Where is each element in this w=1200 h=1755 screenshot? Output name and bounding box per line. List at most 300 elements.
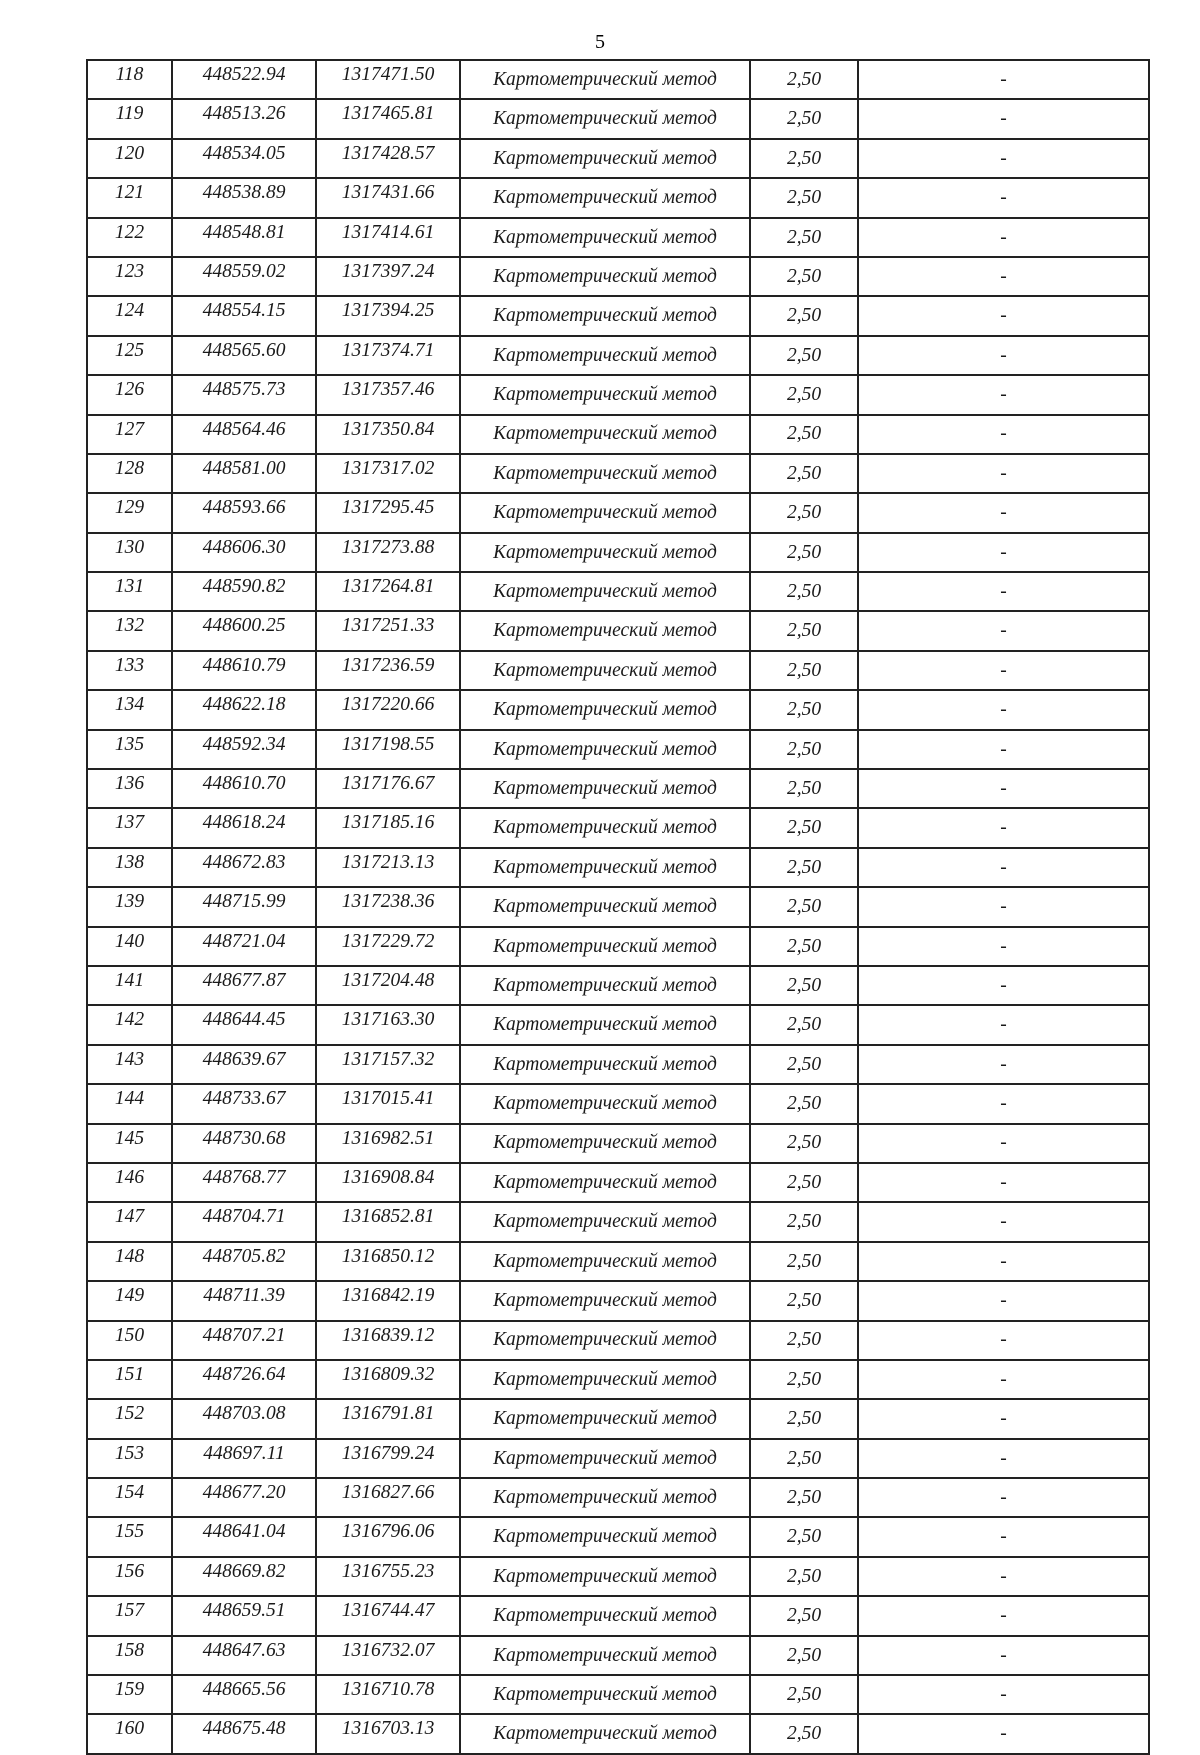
x-coordinate-cell: 448768.77: [172, 1163, 316, 1202]
point-number-cell: 128: [87, 454, 172, 493]
method-cell: Картометрический метод: [460, 1005, 750, 1044]
y-coordinate-cell: 1316732.07: [316, 1636, 460, 1675]
accuracy-cell: 2,50: [750, 611, 858, 650]
note-cell: -: [858, 1163, 1149, 1202]
point-number-cell: 118: [87, 60, 172, 99]
accuracy-cell: 2,50: [750, 415, 858, 454]
note-cell: -: [858, 415, 1149, 454]
y-coordinate-cell: 1316982.51: [316, 1124, 460, 1163]
note-cell: -: [858, 336, 1149, 375]
x-coordinate-cell: 448711.39: [172, 1281, 316, 1320]
table-row: [87, 690, 1149, 729]
note-cell: -: [858, 493, 1149, 532]
table-row: [87, 139, 1149, 178]
note-cell: -: [858, 99, 1149, 138]
note-cell: -: [858, 1399, 1149, 1438]
x-coordinate-cell: 448575.73: [172, 375, 316, 414]
method-cell: Картометрический метод: [460, 533, 750, 572]
y-coordinate-cell: 1316809.32: [316, 1360, 460, 1399]
accuracy-cell: 2,50: [750, 1596, 858, 1635]
x-coordinate-cell: 448704.71: [172, 1202, 316, 1241]
coordinates-table: [86, 59, 1150, 1755]
point-number-cell: 130: [87, 533, 172, 572]
x-coordinate-cell: 448726.64: [172, 1360, 316, 1399]
accuracy-cell: 2,50: [750, 99, 858, 138]
point-number-cell: 129: [87, 493, 172, 532]
method-cell: Картометрический метод: [460, 1281, 750, 1320]
accuracy-cell: 2,50: [750, 927, 858, 966]
table-row: [87, 887, 1149, 926]
x-coordinate-cell: 448705.82: [172, 1242, 316, 1281]
y-coordinate-cell: 1317198.55: [316, 730, 460, 769]
note-cell: -: [858, 848, 1149, 887]
y-coordinate-cell: 1317236.59: [316, 651, 460, 690]
table-row: [87, 454, 1149, 493]
method-cell: Картометрический метод: [460, 1242, 750, 1281]
note-cell: -: [858, 927, 1149, 966]
table-row: [87, 218, 1149, 257]
point-number-cell: 134: [87, 690, 172, 729]
note-cell: -: [858, 887, 1149, 926]
method-cell: Картометрический метод: [460, 966, 750, 1005]
y-coordinate-cell: 1316842.19: [316, 1281, 460, 1320]
point-number-cell: 154: [87, 1478, 172, 1517]
accuracy-cell: 2,50: [750, 1517, 858, 1556]
y-coordinate-cell: 1316850.12: [316, 1242, 460, 1281]
point-number-cell: 153: [87, 1439, 172, 1478]
method-cell: Картометрический метод: [460, 454, 750, 493]
method-cell: Картометрический метод: [460, 1596, 750, 1635]
coordinates-table-body: [87, 60, 1149, 1754]
y-coordinate-cell: 1317157.32: [316, 1045, 460, 1084]
y-coordinate-cell: 1316839.12: [316, 1321, 460, 1360]
x-coordinate-cell: 448581.00: [172, 454, 316, 493]
note-cell: -: [858, 1124, 1149, 1163]
x-coordinate-cell: 448730.68: [172, 1124, 316, 1163]
method-cell: Картометрический метод: [460, 257, 750, 296]
x-coordinate-cell: 448522.94: [172, 60, 316, 99]
accuracy-cell: 2,50: [750, 1675, 858, 1714]
y-coordinate-cell: 1317350.84: [316, 415, 460, 454]
x-coordinate-cell: 448565.60: [172, 336, 316, 375]
point-number-cell: 143: [87, 1045, 172, 1084]
y-coordinate-cell: 1317213.13: [316, 848, 460, 887]
x-coordinate-cell: 448644.45: [172, 1005, 316, 1044]
accuracy-cell: 2,50: [750, 1478, 858, 1517]
table-row: [87, 730, 1149, 769]
note-cell: -: [858, 60, 1149, 99]
note-cell: -: [858, 1202, 1149, 1241]
table-row: [87, 1360, 1149, 1399]
x-coordinate-cell: 448733.67: [172, 1084, 316, 1123]
accuracy-cell: 2,50: [750, 1124, 858, 1163]
method-cell: Картометрический метод: [460, 572, 750, 611]
point-number-cell: 158: [87, 1636, 172, 1675]
note-cell: -: [858, 1045, 1149, 1084]
point-number-cell: 151: [87, 1360, 172, 1399]
accuracy-cell: 2,50: [750, 454, 858, 493]
y-coordinate-cell: 1317394.25: [316, 296, 460, 335]
table-row: [87, 927, 1149, 966]
point-number-cell: 157: [87, 1596, 172, 1635]
x-coordinate-cell: 448618.24: [172, 808, 316, 847]
point-number-cell: 123: [87, 257, 172, 296]
point-number-cell: 155: [87, 1517, 172, 1556]
method-cell: Картометрический метод: [460, 690, 750, 729]
accuracy-cell: 2,50: [750, 257, 858, 296]
note-cell: -: [858, 257, 1149, 296]
method-cell: Картометрический метод: [460, 296, 750, 335]
table-row: [87, 1517, 1149, 1556]
point-number-cell: 141: [87, 966, 172, 1005]
x-coordinate-cell: 448610.79: [172, 651, 316, 690]
note-cell: -: [858, 1557, 1149, 1596]
accuracy-cell: 2,50: [750, 1360, 858, 1399]
table-row: [87, 257, 1149, 296]
note-cell: -: [858, 1714, 1149, 1753]
note-cell: -: [858, 1360, 1149, 1399]
y-coordinate-cell: 1317295.45: [316, 493, 460, 532]
note-cell: -: [858, 1596, 1149, 1635]
point-number-cell: 138: [87, 848, 172, 887]
point-number-cell: 127: [87, 415, 172, 454]
note-cell: -: [858, 1242, 1149, 1281]
y-coordinate-cell: 1317220.66: [316, 690, 460, 729]
x-coordinate-cell: 448677.87: [172, 966, 316, 1005]
note-cell: -: [858, 178, 1149, 217]
point-number-cell: 150: [87, 1321, 172, 1360]
method-cell: Картометрический метод: [460, 651, 750, 690]
x-coordinate-cell: 448669.82: [172, 1557, 316, 1596]
table-row: [87, 336, 1149, 375]
point-number-cell: 159: [87, 1675, 172, 1714]
table-row: [87, 1596, 1149, 1635]
accuracy-cell: 2,50: [750, 808, 858, 847]
y-coordinate-cell: 1317185.16: [316, 808, 460, 847]
note-cell: -: [858, 218, 1149, 257]
point-number-cell: 142: [87, 1005, 172, 1044]
point-number-cell: 122: [87, 218, 172, 257]
accuracy-cell: 2,50: [750, 769, 858, 808]
accuracy-cell: 2,50: [750, 375, 858, 414]
y-coordinate-cell: 1317238.36: [316, 887, 460, 926]
y-coordinate-cell: 1316703.13: [316, 1714, 460, 1753]
method-cell: Картометрический метод: [460, 730, 750, 769]
point-number-cell: 149: [87, 1281, 172, 1320]
table-row: [87, 848, 1149, 887]
accuracy-cell: 2,50: [750, 533, 858, 572]
accuracy-cell: 2,50: [750, 1242, 858, 1281]
x-coordinate-cell: 448707.21: [172, 1321, 316, 1360]
table-row: [87, 1714, 1149, 1753]
method-cell: Картометрический метод: [460, 1084, 750, 1123]
y-coordinate-cell: 1317251.33: [316, 611, 460, 650]
method-cell: Картометрический метод: [460, 1124, 750, 1163]
method-cell: Картометрический метод: [460, 1399, 750, 1438]
method-cell: Картометрический метод: [460, 808, 750, 847]
accuracy-cell: 2,50: [750, 1281, 858, 1320]
x-coordinate-cell: 448715.99: [172, 887, 316, 926]
accuracy-cell: 2,50: [750, 1202, 858, 1241]
note-cell: -: [858, 651, 1149, 690]
y-coordinate-cell: 1317374.71: [316, 336, 460, 375]
method-cell: Картометрический метод: [460, 1557, 750, 1596]
method-cell: Картометрический метод: [460, 1360, 750, 1399]
x-coordinate-cell: 448534.05: [172, 139, 316, 178]
x-coordinate-cell: 448610.70: [172, 769, 316, 808]
point-number-cell: 145: [87, 1124, 172, 1163]
note-cell: -: [858, 572, 1149, 611]
method-cell: Картометрический метод: [460, 1439, 750, 1478]
table-row: [87, 99, 1149, 138]
table-row: [87, 966, 1149, 1005]
point-number-cell: 137: [87, 808, 172, 847]
table-row: [87, 808, 1149, 847]
y-coordinate-cell: 1317163.30: [316, 1005, 460, 1044]
point-number-cell: 148: [87, 1242, 172, 1281]
accuracy-cell: 2,50: [750, 60, 858, 99]
accuracy-cell: 2,50: [750, 296, 858, 335]
note-cell: -: [858, 1281, 1149, 1320]
method-cell: Картометрический метод: [460, 1478, 750, 1517]
x-coordinate-cell: 448513.26: [172, 99, 316, 138]
note-cell: -: [858, 1321, 1149, 1360]
point-number-cell: 140: [87, 927, 172, 966]
y-coordinate-cell: 1317397.24: [316, 257, 460, 296]
table-row: [87, 1321, 1149, 1360]
note-cell: -: [858, 1517, 1149, 1556]
accuracy-cell: 2,50: [750, 178, 858, 217]
accuracy-cell: 2,50: [750, 1084, 858, 1123]
note-cell: -: [858, 730, 1149, 769]
table-row: [87, 415, 1149, 454]
y-coordinate-cell: 1317317.02: [316, 454, 460, 493]
y-coordinate-cell: 1316796.06: [316, 1517, 460, 1556]
point-number-cell: 139: [87, 887, 172, 926]
method-cell: Картометрический метод: [460, 1675, 750, 1714]
x-coordinate-cell: 448559.02: [172, 257, 316, 296]
note-cell: -: [858, 375, 1149, 414]
y-coordinate-cell: 1317273.88: [316, 533, 460, 572]
y-coordinate-cell: 1317357.46: [316, 375, 460, 414]
table-row: [87, 769, 1149, 808]
note-cell: -: [858, 808, 1149, 847]
method-cell: Картометрический метод: [460, 493, 750, 532]
y-coordinate-cell: 1317428.57: [316, 139, 460, 178]
x-coordinate-cell: 448554.15: [172, 296, 316, 335]
accuracy-cell: 2,50: [750, 218, 858, 257]
accuracy-cell: 2,50: [750, 1005, 858, 1044]
x-coordinate-cell: 448703.08: [172, 1399, 316, 1438]
method-cell: Картометрический метод: [460, 1636, 750, 1675]
accuracy-cell: 2,50: [750, 493, 858, 532]
table-row: [87, 1005, 1149, 1044]
accuracy-cell: 2,50: [750, 1557, 858, 1596]
method-cell: Картометрический метод: [460, 927, 750, 966]
y-coordinate-cell: 1317015.41: [316, 1084, 460, 1123]
y-coordinate-cell: 1316744.47: [316, 1596, 460, 1635]
y-coordinate-cell: 1317204.48: [316, 966, 460, 1005]
note-cell: -: [858, 533, 1149, 572]
method-cell: Картометрический метод: [460, 1321, 750, 1360]
y-coordinate-cell: 1317471.50: [316, 60, 460, 99]
point-number-cell: 135: [87, 730, 172, 769]
accuracy-cell: 2,50: [750, 1399, 858, 1438]
table-row: [87, 611, 1149, 650]
table-row: [87, 1675, 1149, 1714]
method-cell: Картометрический метод: [460, 218, 750, 257]
point-number-cell: 146: [87, 1163, 172, 1202]
x-coordinate-cell: 448659.51: [172, 1596, 316, 1635]
x-coordinate-cell: 448672.83: [172, 848, 316, 887]
accuracy-cell: 2,50: [750, 1714, 858, 1753]
x-coordinate-cell: 448675.48: [172, 1714, 316, 1753]
point-number-cell: 160: [87, 1714, 172, 1753]
method-cell: Картометрический метод: [460, 1163, 750, 1202]
accuracy-cell: 2,50: [750, 966, 858, 1005]
note-cell: -: [858, 1675, 1149, 1714]
page-number: 5: [595, 31, 605, 53]
method-cell: Картометрический метод: [460, 769, 750, 808]
y-coordinate-cell: 1317431.66: [316, 178, 460, 217]
y-coordinate-cell: 1317176.67: [316, 769, 460, 808]
table-row: [87, 1478, 1149, 1517]
method-cell: Картометрический метод: [460, 139, 750, 178]
point-number-cell: 120: [87, 139, 172, 178]
table-row: [87, 1557, 1149, 1596]
point-number-cell: 133: [87, 651, 172, 690]
y-coordinate-cell: 1316755.23: [316, 1557, 460, 1596]
table-row: [87, 375, 1149, 414]
note-cell: -: [858, 296, 1149, 335]
x-coordinate-cell: 448721.04: [172, 927, 316, 966]
table-row: [87, 1439, 1149, 1478]
point-number-cell: 125: [87, 336, 172, 375]
method-cell: Картометрический метод: [460, 178, 750, 217]
accuracy-cell: 2,50: [750, 651, 858, 690]
method-cell: Картометрический метод: [460, 848, 750, 887]
note-cell: -: [858, 1439, 1149, 1478]
method-cell: Картометрический метод: [460, 336, 750, 375]
x-coordinate-cell: 448639.67: [172, 1045, 316, 1084]
table-row: [87, 1242, 1149, 1281]
x-coordinate-cell: 448606.30: [172, 533, 316, 572]
note-cell: -: [858, 1636, 1149, 1675]
note-cell: -: [858, 1084, 1149, 1123]
y-coordinate-cell: 1317229.72: [316, 927, 460, 966]
table-row: [87, 1399, 1149, 1438]
accuracy-cell: 2,50: [750, 1163, 858, 1202]
note-cell: -: [858, 966, 1149, 1005]
y-coordinate-cell: 1317465.81: [316, 99, 460, 138]
accuracy-cell: 2,50: [750, 1321, 858, 1360]
accuracy-cell: 2,50: [750, 848, 858, 887]
point-number-cell: 131: [87, 572, 172, 611]
x-coordinate-cell: 448548.81: [172, 218, 316, 257]
table-row: [87, 1045, 1149, 1084]
y-coordinate-cell: 1316710.78: [316, 1675, 460, 1714]
table-row: [87, 1202, 1149, 1241]
table-row: [87, 1124, 1149, 1163]
point-number-cell: 144: [87, 1084, 172, 1123]
point-number-cell: 124: [87, 296, 172, 335]
x-coordinate-cell: 448564.46: [172, 415, 316, 454]
y-coordinate-cell: 1316827.66: [316, 1478, 460, 1517]
point-number-cell: 126: [87, 375, 172, 414]
x-coordinate-cell: 448665.56: [172, 1675, 316, 1714]
table-row: [87, 651, 1149, 690]
point-number-cell: 152: [87, 1399, 172, 1438]
x-coordinate-cell: 448622.18: [172, 690, 316, 729]
method-cell: Картометрический метод: [460, 1202, 750, 1241]
accuracy-cell: 2,50: [750, 139, 858, 178]
accuracy-cell: 2,50: [750, 1439, 858, 1478]
note-cell: -: [858, 611, 1149, 650]
accuracy-cell: 2,50: [750, 1636, 858, 1675]
method-cell: Картометрический метод: [460, 375, 750, 414]
x-coordinate-cell: 448641.04: [172, 1517, 316, 1556]
note-cell: -: [858, 1005, 1149, 1044]
y-coordinate-cell: 1316791.81: [316, 1399, 460, 1438]
table-row: [87, 1163, 1149, 1202]
x-coordinate-cell: 448593.66: [172, 493, 316, 532]
x-coordinate-cell: 448647.63: [172, 1636, 316, 1675]
table-row: [87, 572, 1149, 611]
accuracy-cell: 2,50: [750, 690, 858, 729]
x-coordinate-cell: 448677.20: [172, 1478, 316, 1517]
table-row: [87, 1084, 1149, 1123]
point-number-cell: 147: [87, 1202, 172, 1241]
x-coordinate-cell: 448600.25: [172, 611, 316, 650]
accuracy-cell: 2,50: [750, 1045, 858, 1084]
y-coordinate-cell: 1317414.61: [316, 218, 460, 257]
table-row: [87, 493, 1149, 532]
accuracy-cell: 2,50: [750, 336, 858, 375]
note-cell: -: [858, 769, 1149, 808]
note-cell: -: [858, 1478, 1149, 1517]
table-row: [87, 178, 1149, 217]
y-coordinate-cell: 1316852.81: [316, 1202, 460, 1241]
method-cell: Картометрический метод: [460, 60, 750, 99]
y-coordinate-cell: 1316908.84: [316, 1163, 460, 1202]
method-cell: Картометрический метод: [460, 887, 750, 926]
point-number-cell: 156: [87, 1557, 172, 1596]
method-cell: Картометрический метод: [460, 1045, 750, 1084]
method-cell: Картометрический метод: [460, 415, 750, 454]
method-cell: Картометрический метод: [460, 1517, 750, 1556]
table-row: [87, 1636, 1149, 1675]
method-cell: Картометрический метод: [460, 611, 750, 650]
x-coordinate-cell: 448697.11: [172, 1439, 316, 1478]
point-number-cell: 121: [87, 178, 172, 217]
table-row: [87, 296, 1149, 335]
x-coordinate-cell: 448538.89: [172, 178, 316, 217]
table-row: [87, 533, 1149, 572]
y-coordinate-cell: 1316799.24: [316, 1439, 460, 1478]
accuracy-cell: 2,50: [750, 730, 858, 769]
x-coordinate-cell: 448590.82: [172, 572, 316, 611]
table-row: [87, 1281, 1149, 1320]
accuracy-cell: 2,50: [750, 572, 858, 611]
note-cell: -: [858, 139, 1149, 178]
point-number-cell: 136: [87, 769, 172, 808]
method-cell: Картометрический метод: [460, 1714, 750, 1753]
point-number-cell: 119: [87, 99, 172, 138]
note-cell: -: [858, 690, 1149, 729]
y-coordinate-cell: 1317264.81: [316, 572, 460, 611]
method-cell: Картометрический метод: [460, 99, 750, 138]
note-cell: -: [858, 454, 1149, 493]
